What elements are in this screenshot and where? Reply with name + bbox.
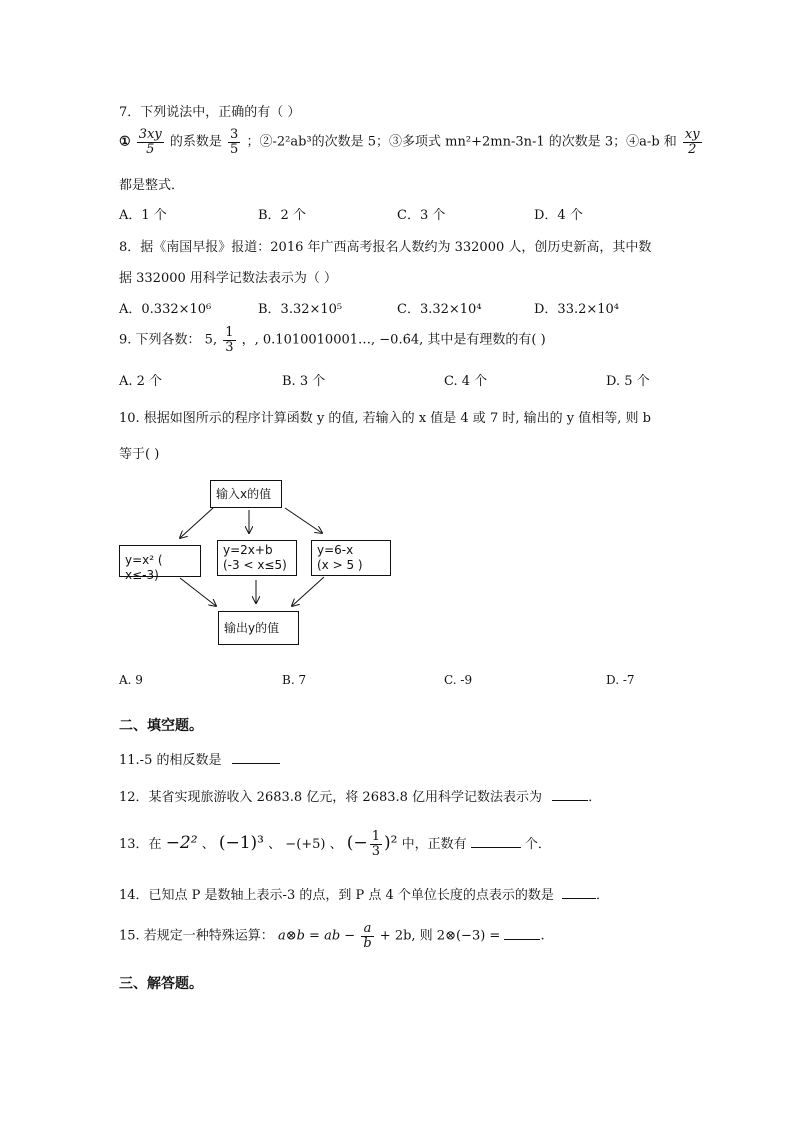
q15-answer-blank[interactable] [504,927,540,940]
q7-option-c[interactable]: C．3 个 [397,208,446,223]
q13-term-b: (−1)³ [218,833,264,853]
q9-option-b[interactable]: B. 3 个 [282,374,326,389]
q10-option-b[interactable]: B. 7 [282,673,307,687]
q7-option-a[interactable]: A．1 个 [119,208,167,223]
flow-right-line-2: (x > 5 ) [317,558,363,572]
arrow-from-right [292,577,324,606]
q10-stem-2: 等于( ) [119,447,160,462]
q14-text: 14．已知点 P 是数轴上表示-3 的点，到 P 点 4 个单位长度的点表示的数是 [119,888,554,903]
q15-line [119,922,545,951]
q12-answer-blank[interactable] [552,788,588,801]
q10-option-c[interactable]: C. -9 [444,673,473,687]
section-fill-in: 二、填空题。 [119,718,203,734]
q7-text-2: ；②-2²ab³的次数是 5；③多项式 mn²+2mn-3n-1 的次数是 3；④a-b 和 [246,134,677,150]
arrow-from-left [180,578,216,606]
q15-end: . [540,928,545,944]
q7-fraction-1: $\frac{3xy}{5}$ [138,127,162,157]
q13-sep-1: 、 [201,837,215,852]
flow-output-box: 输出y的值 [218,611,299,645]
q12-text: 12．某省实现旅游收入 2683.8 亿元，将 2683.8 亿用科学记数法表示为 [119,790,543,805]
flow-mid-line-2: (-3 < x≤5) [223,558,287,572]
q12-line: 12．某省实现旅游收入 2683.8 亿元，将 2683.8 亿用科学记数法表示为 ． [119,790,602,805]
q13-post: 中，正数有 [401,837,467,852]
q8-option-a[interactable]: A．0.332×10⁶ [119,302,212,317]
flow-right-line-1: y=6-x [317,543,354,557]
flow-left-box: y=x² ( x≤-3) [119,545,201,577]
q7-fraction-2: $\frac{3}{5}$ [230,127,239,157]
q9-pre: 9. 下列各数： 5, [119,332,218,348]
q11-text: 11.-5 的相反数是 [119,753,222,768]
q14-line: 14．已知点 P 是数轴上表示-3 的点，到 P 点 4 个单位长度的点表示的数是 ． [119,888,610,903]
q10-option-a[interactable]: A. 9 [119,673,143,687]
q8-stem-2: 据 332000 用科学记数法表示为（ ） [119,271,338,286]
q11-answer-blank[interactable] [232,751,280,764]
q13-term-c: −(+5) [285,837,326,852]
q8-stem-1: 8．据《南国早报》报道：2016 年广西高考报名人数约为 332000 人，创历史新高，其中数 [119,240,652,255]
q15-expr-1: a⊗b = ab − [277,928,356,944]
q10-stem-1: 10. 根据如图所示的程序计算函数 y 的值, 若输入的 x 值是 4 或 7 时, 输出的 y 值相等, 则 b [119,411,651,426]
q7-circle-1: ① [119,134,131,150]
q9-option-c[interactable]: C. 4 个 [444,374,488,389]
q7-option-b[interactable]: B．2 个 [258,208,306,223]
arrow-to-left [180,508,213,538]
q7-text-3: 都是整式． [119,178,185,193]
flow-right-box [311,540,391,576]
q13-sep-3: 、 [329,837,343,852]
q13-paren-close: )² [383,833,398,853]
q7-option-d[interactable]: D．4 个 [534,208,583,223]
q9-option-d[interactable]: D. 5 个 [606,374,650,389]
q13-term-a: −2² [165,833,198,853]
q8-option-c[interactable]: C．3.32×10⁴ [397,302,482,317]
flow-mid-line-1: y=2x+b [223,543,273,557]
q8-option-d[interactable]: D．33.2×10⁴ [534,302,620,317]
q13-fraction: $\frac{1}{3}$ [371,829,380,859]
q15-pre: 15. 若规定一种特殊运算： [119,928,274,944]
q13-answer-blank[interactable] [471,835,521,848]
q7-text-1: 的系数是 [169,134,222,150]
q15-expr-2: + 2b, 则 2⊗(−3) = [379,928,501,944]
q13-end: 个． [524,837,551,852]
q13-pre: 13．在 [119,837,162,852]
q7-fraction-3: $\frac{xy}{2}$ [684,127,700,157]
q10-option-d[interactable]: D. -7 [606,673,635,687]
flow-input-box: 输入x的值 [210,480,282,508]
q9-fraction: $\frac{1}{3}$ [225,325,234,355]
arrow-to-right [285,508,322,533]
q11-line [119,751,280,770]
q13-sep-2: 、 [268,837,282,852]
q8-option-b[interactable]: B．3.32×10⁵ [258,302,343,317]
q9-post: ，, 0.1010010001…, −0.6̇4̇, 其中是有理数的有( ) [241,332,546,348]
q15-fraction: $\frac{a}{b}$ [363,921,372,951]
q9-option-a[interactable]: A. 2 个 [119,374,163,389]
q14-answer-blank[interactable] [562,886,596,899]
q13-line [119,828,551,860]
q7-stem: 7．下列说法中，正确的有（ ） [119,105,301,120]
flow-mid-box [217,540,297,576]
section-answer: 三、解答题。 [119,976,203,992]
q13-paren-open: (− [346,833,368,853]
